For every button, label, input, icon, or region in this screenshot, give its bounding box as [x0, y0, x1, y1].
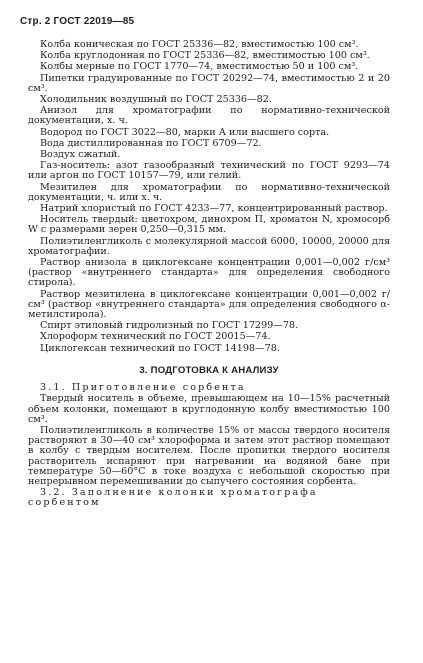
- paragraph: Пипетки градуированные по ГОСТ 20292—74, вместимостью 2 и 20 см³.: [28, 72, 390, 94]
- document-body: [28, 40, 390, 510]
- paragraph: Циклогексан технический по ГОСТ 14198—78.: [40, 342, 280, 354]
- paragraph: Раствор мезитилена в циклогексане концентрации 0,001—0,002 г/см³ (раствор «внутреннего стандарта» для определения свободного α-метилстирола).: [28, 288, 390, 321]
- paragraph: Твердый носитель в объеме, превышающем на 10—15% расчетный объем колонки, помещают в круглодонную колбу вместимостью 100 см³.: [28, 393, 390, 425]
- paragraph: Анизол для хроматографии по нормативно-технической документации, х. ч.: [28, 105, 390, 127]
- paragraph: Колба коническая по ГОСТ 25336—82, вместимостью 100 см³.: [40, 39, 359, 50]
- paragraph: Воздух сжатый.: [40, 149, 121, 161]
- paragraph: Колба круглодонная по ГОСТ 25336—82, вместимостью 100 см³.: [40, 50, 370, 62]
- paragraph: Мезитилен для хроматографии по нормативно-технической документации, ч. или х. ч.: [28, 181, 390, 203]
- subsection-heading: 3.1. Приготовление сорбента: [40, 382, 246, 394]
- page-header: Стр. 2 ГОСТ 22019—85: [20, 16, 135, 27]
- paragraph: Вода дистиллированная по ГОСТ 6709—72.: [40, 137, 262, 149]
- paragraph: Водород по ГОСТ 3022—80, марки А или высшего сорта.: [40, 126, 330, 138]
- paragraph: Холодильник воздушный по ГОСТ 25336—82.: [40, 94, 272, 106]
- paragraph: Газ-носитель: азот газообразный технический по ГОСТ 9293—74 или аргон по ГОСТ 10157—79, или гелий.: [28, 160, 390, 182]
- paragraph: Полиэтиленгликоль с молекулярной массой 6000, 10000, 20000 для хроматографии.: [28, 235, 390, 257]
- paragraph: Полиэтиленгликоль в количестве 15% от массы твердого носителя растворяют в 30—40 см³ хлороформа и затем этот раствор помещают в колбу с твердым носителем. После пропитки твердого носителя растворитель испаряют при нагревании на водяной бане при температуре 50—60°С в токе воздуха с небольшой скоростью при непрерывном перемешивании до сыпучего состояния сорбента.: [28, 424, 390, 487]
- paragraph: Хлороформ технический по ГОСТ 20015—74.: [40, 331, 271, 343]
- section-title: 3. ПОДГОТОВКА К АНАЛИЗУ: [139, 364, 279, 376]
- paragraph: Раствор анизола в циклогексане концентрации 0,001—0,002 г/см³ (раствор «внутреннего стандарта» для определения свободного стирола).: [28, 257, 390, 289]
- paragraph: Спирт этиловый гидролизный по ГОСТ 17299—78.: [40, 320, 299, 332]
- paragraph: Колбы мерные по ГОСТ 1770—74, вместимостью 50 и 100 см³.: [40, 61, 359, 73]
- paragraph: Натрий хлористый по ГОСТ 4233—77, концентрированный раствор.: [40, 203, 388, 215]
- paragraph: Носитель твердый: цветохром, динохром П, хроматон N, хромосорб W с размерами зерен 0,250—0,315 мм.: [28, 214, 390, 236]
- subsection-heading: 3.2. Заполнение колонки хроматографа сорбентом: [28, 487, 318, 509]
